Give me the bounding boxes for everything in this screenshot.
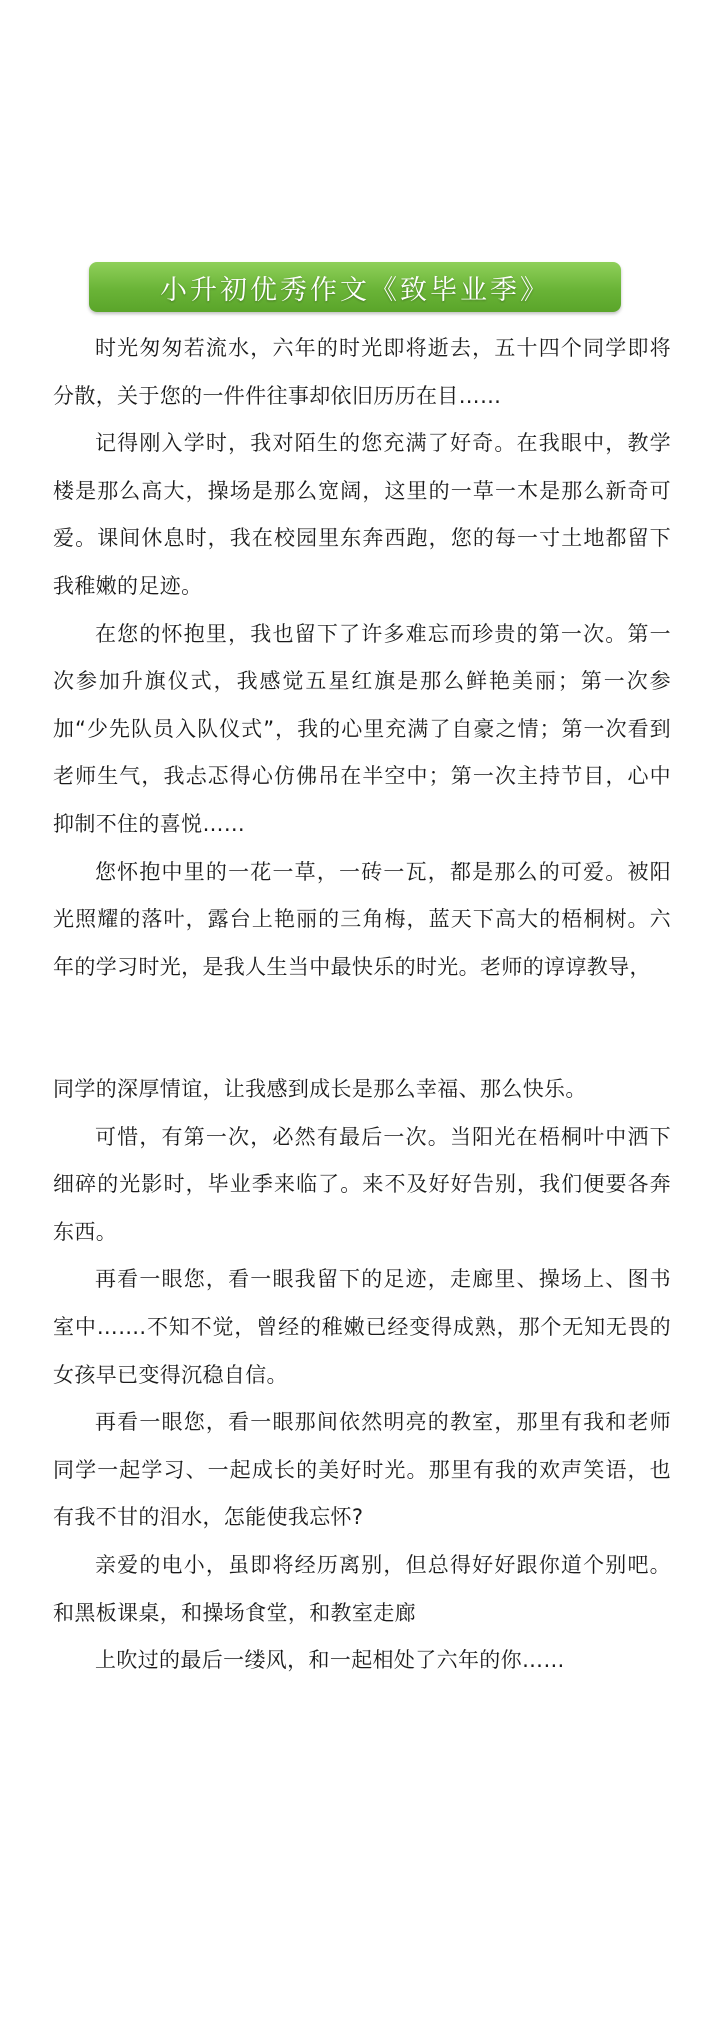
article-title: 小升初优秀作文《致毕业季》 [160,274,550,306]
title-banner [89,262,621,312]
paragraph: 上吹过的最后一缕风，和一起相处了六年的你…… [95,1648,565,1673]
paragraph: 亲爱的电小，虽即将经历离别，但总得好好跟你道个别吧。和黑板课桌，和操场食堂，和教室走廊 [53,1552,671,1625]
paragraph: 再看一眼您，看一眼那间依然明亮的教室，那里有我和老师同学一起学习、一起成长的美好时光。那里有我的欢声笑语，也有我不甘的泪水，怎能使我忘怀? [53,1410,671,1530]
paragraph: 时光匆匆若流水，六年的时光即将逝去，五十四个同学即将分散，关于您的一件件往事却依旧历历在目…… [53,336,671,408]
paragraph-continued: 同学的深厚情谊，让我感到成长是那么幸福、那么快乐。 [53,1077,587,1101]
paragraph: 记得刚入学时，我对陌生的您充满了好奇。在我眼中，教学楼是那么高大，操场是那么宽阔，这里的一草一木是那么新奇可爱。课间休息时，我在校园里东奔西跑，您的每一寸土地都留下我稚嫩的足迹。 [53,431,671,598]
paragraph: 可惜，有第一次，必然有最后一次。当阳光在梧桐叶中洒下细碎的光影时，毕业季来临了。来不及好好告别，我们便要各奔东西。 [53,1124,671,1244]
paragraph: 您怀抱中里的一花一草，一砖一瓦，都是那么的可爱。被阳光照耀的落叶，露台上艳丽的三角梅，蓝天下高大的梧桐树。六年的学习时光，是我人生当中最快乐的时光。老师的谆谆教导， [53,859,671,979]
paragraph: 在您的怀抱里，我也留下了许多难忘而珍贵的第一次。第一次参加升旗仪式，我感觉五星红旗是那么鲜艳美丽；第一次参加“少先队员入队仪式”，我的心里充满了自豪之情；第一次看到老师生气，我忐忑得心仿佛吊在半空中；第一次主持节目，心中抑制不住的喜悦…… [53,621,671,836]
article-body-part1 [53,325,671,991]
paragraph: 再看一眼您，看一眼我留下的足迹，走廊里、操场上、图书室中…….不知不觉，曾经的稚嫩已经变得成熟，那个无知无畏的女孩早已变得沉稳自信。 [53,1267,671,1387]
article-body-part2 [53,1066,671,1685]
